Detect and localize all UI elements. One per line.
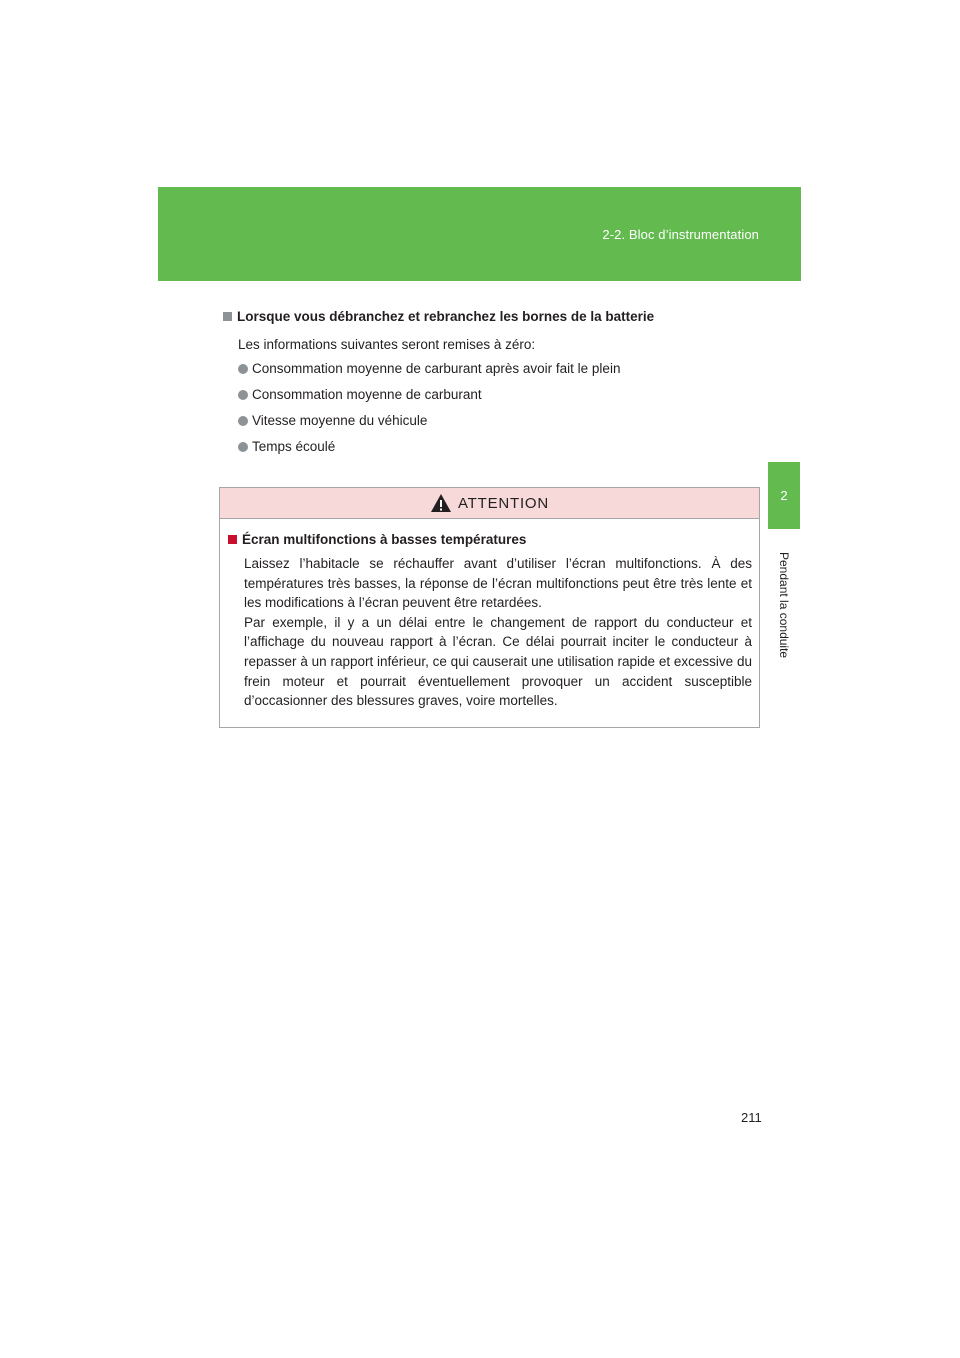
bullet-dot-icon	[238, 442, 248, 452]
caution-heading-text: Écran multifonctions à basses températures	[242, 532, 527, 547]
page-number: 211	[741, 1110, 762, 1125]
warning-triangle-icon	[430, 493, 452, 513]
section-intro: Les informations suivantes seront remises à zéro:	[238, 337, 536, 352]
section-title: 2-2. Bloc d’instrumentation	[602, 227, 759, 242]
list-item	[238, 439, 763, 456]
list-item	[238, 387, 763, 404]
list-item-text: Consommation moyenne de carburant après avoir fait le plein	[252, 361, 621, 376]
chapter-number: 2	[780, 488, 788, 503]
caution-paragraph: Par exemple, il y a un délai entre le changement de rapport du conducteur et l’affichage du nouveau rapport à l’écran. Ce délai pourrait inciter le conducteur à repasser à un rapport inférieur, ce qui causerait une utilisation rapide et excessive du frein moteur et pourrait éventuellement provoquer un accident susceptible d’occasionner des blessures graves, voire mortelles.	[244, 614, 752, 709]
caution-paragraph: Laissez l’habitacle se réchauffer avant d’utiliser l’écran multifonctions. À des températures très basses, la réponse de l’écran multifonctions peut être très lente et les modifications à l’écran peuvent être retardées.	[244, 556, 752, 611]
section-heading-text: Lorsque vous débranchez et rebranchez les bornes de la batterie	[237, 309, 655, 324]
battery-reset-section	[223, 309, 763, 456]
list-item-text: Temps écoulé	[252, 439, 336, 454]
bullet-dot-icon	[238, 364, 248, 374]
chapter-label-text: Pendant la conduite	[777, 551, 791, 659]
caution-text	[244, 554, 752, 711]
section-heading	[223, 309, 763, 329]
list-item	[238, 361, 763, 378]
reset-items-list	[238, 361, 763, 456]
list-item-text: Vitesse moyenne du véhicule	[252, 413, 428, 428]
square-marker-icon	[223, 312, 232, 321]
chapter-tab	[768, 462, 800, 529]
bullet-dot-icon	[238, 416, 248, 426]
caution-body	[220, 519, 759, 711]
caution-heading	[228, 532, 752, 547]
square-marker-icon	[228, 535, 237, 544]
caution-box	[219, 487, 760, 728]
chapter-label	[768, 540, 800, 670]
list-item-text: Consommation moyenne de carburant	[252, 387, 482, 402]
header-band	[158, 187, 801, 281]
caution-header	[220, 488, 759, 519]
caution-title: ATTENTION	[457, 494, 550, 512]
bullet-dot-icon	[238, 390, 248, 400]
list-item	[238, 413, 763, 430]
